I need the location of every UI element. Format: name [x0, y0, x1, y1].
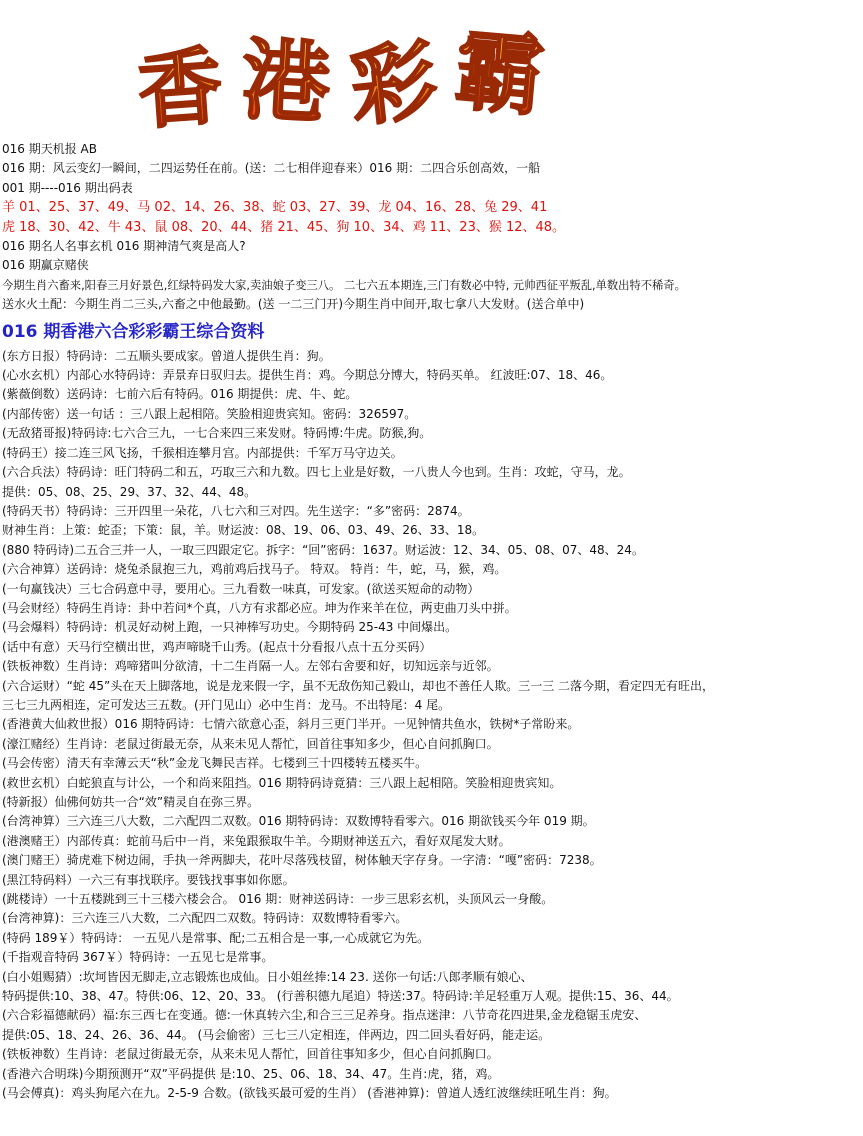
tip-line: (澳门赌王）骑虎难下树边闹，手执一斧两脚夫，花叶尽落残枝留，树体触天字存身。一字清：“嘎”密码：7238。 [2, 853, 602, 868]
text-line: 001 期----016 期出码表 [2, 180, 133, 195]
document-body [2, 140, 863, 1104]
tip-line: 三七三九两相连，定可发达三五数。(开门见山）必中生肖：龙马。不出特尾：4 尾。 [2, 697, 451, 712]
tip-line: 提供:05、18、24、26、36、44。 (马会偷密）三七三八定相连，伴两边，四二回头看好码，能走运。 [2, 1027, 551, 1042]
tip-line: (六合彩福德献码）福:东三西七在变通。德:一休真转六尘,和合三三足养身。指点迷津：八节奇花四进果,金龙稳锯玉虎安、 [2, 1008, 647, 1023]
tip-line: (六合运财）“蛇 45”头在天上脚落地，说是龙来假一字，虽不无敌伤知己毅山，却也不善任人欺。三一三 二落今期，看定四无有旺出， [2, 678, 715, 693]
tip-line: (铁板神数）生肖诗：老鼠过街最无奈，从来未见人帮忙，回首往事知多少，但心自问抓胸口。 [2, 1047, 499, 1062]
text-line: 016 期天机报 AB [2, 142, 97, 156]
section-title: 016 期香港六合彩彩霸王综合资料 [2, 321, 265, 342]
tip-line: (台湾神算)：三六连三八大数，二六配四二双数。特码诗：双数博特看零六。 [2, 911, 408, 926]
tip-line: (马会傅真)：鸡头狗尾六在九。2-5-9 合数。(欲钱买最可爱的生肖） (香港神算)：曾道人透红波继续旺吼生肖：狗。 [2, 1086, 617, 1101]
tip-line: (内部传密）送一句话 ：三八跟上起相陪。笑脸相迎贵宾知。密码：326597。 [2, 406, 417, 421]
tip-line: (濠江赌经）生肖诗：老鼠过街最无奈，从来未见人帮忙，回首往事知多少，但心自问抓胸口。 [2, 736, 499, 751]
tip-line: (铁板神数）生肖诗：鸡啼猪叫分欲清，十二生肖隔一人。左邻右舍要和好，切知远亲与近邻。 [2, 659, 499, 674]
text-line: 016 期名人名事玄机 016 期神清气爽是高人? [2, 239, 246, 254]
text-line: 今期生肖六畜来,阳春三月好景色,红绿特码发大家,卖油娘子变三八。 二七六五本期连,三门有数必中特, 元帅西征平叛乱,单数出特不稀奇。 [2, 278, 686, 292]
tip-list [2, 347, 863, 1104]
tip-line: (话中有意）天马行空横出世，鸡声啼晓千山秀。(起点十分看报八点十五分买码） [2, 639, 432, 654]
tip-line: (特码天书）特码诗：三开四里一朵花，八七六和三对四。先生送字：“多”密码：2874。 [2, 503, 470, 518]
tip-line: (一句赢钱决）三七合码意中寻，要用心。三九看数一味真，可发家。(欲送买短命的动物） [2, 581, 480, 596]
tip-line: (台湾神算）三六连三八大数，二六配四二双数。016 期特码诗：双数博特看零六。016 期欲钱买今年 019 期。 [2, 814, 595, 829]
tip-line: (马会财经）特码生肖诗：卦中若问*个真，八方有求都必应。坤为作来羊在位，两吏曲刀头中拼。 [2, 600, 517, 615]
tip-line: (千指观音特码 367￥）特码诗：一五见七是常事。 [2, 950, 274, 965]
tip-line: (特新报）仙佛何妨共一合“效”精灵自在弥三界。 [2, 795, 260, 809]
tip-line: 提供：05、08、25、29、37、32、44、48。 [2, 484, 257, 499]
tip-line: (马会爆料）特码诗：机灵好动树上跑，一只神棒写功史。今期特码 25-43 中间爆出。 [2, 620, 458, 635]
tip-line: (880 特码诗)二五合三并一人，一取三四跟定它。拆字：“回”密码：1637。财运波：12、34、05、08、07、48、24。 [2, 542, 644, 557]
tip-line: (特码 189￥）特码诗： 一五见八是常事、配;二五相合是一事,一心成就它为先。 [2, 930, 430, 945]
tip-line: 特码提供:10、38、47。特供:06、12、20、33。 (行善积德九尾追）特送:37。特码诗:羊足轻重万人观。提供:15、36、44。 [2, 989, 679, 1004]
tip-line: (港澳赌王）内部传真：蛇前马后中一肖，来兔跟猴取牛羊。今期财神送五六，看好双尾发大财。 [2, 833, 511, 848]
tip-line: (六合兵法）特码诗：旺门特码二和五，巧取三六和九数。四七上业是好数，一八贵人今也到。生肖：攻蛇，守马，龙。 [2, 465, 631, 480]
tip-line: (香港六合明珠)今期预测开“双”平码提供 是:10、25、06、18、34、47。生肖:虎，猪，鸡。 [2, 1066, 500, 1081]
tip-line: (心水玄机）内部心水特码诗：弄景弃日驭归去。提供生肖：鸡。今期总分博大，特码买单。 红波旺:07、18、46。 [2, 368, 613, 383]
logo-char: 香 [134, 37, 226, 136]
tip-line: (白小姐赐猜）:坎坷皆因无脚走,立志锻炼也成仙。日小姐丝捧:14 23. 送你一句话:八郎孝顺有娘心、 [2, 969, 533, 984]
tip-line: (跳楼诗）一十五楼跳到三十三楼六楼会合。 016 期：财神送码诗：一步三思彩玄机，头顶风云一身酸。 [2, 892, 554, 907]
zodiac-number-line: 虎 18、30、42、牛 43、鼠 08、20、44、猪 21、45、狗 10、34、鸡 11、23、猴 12、48。 [2, 219, 566, 235]
text-line: 016 期赢京赌侠 [2, 258, 89, 273]
tip-line: (特码王）接二连三风飞扬，千猴相连攀月宫。内部提供：千军万马守边关。 [2, 445, 403, 460]
text-line: 016 期：风云变幻一瞬间，二四运势任在前。(送：二七相伴迎春来）016 期：二四合乐创高效，一船 [2, 161, 541, 176]
tip-line: (香港黄大仙救世报）016 期特码诗：七情六欲意心歪，斜月三更门半开。一见钟情共鱼水，铁树*子常盼来。 [2, 717, 580, 732]
logo-char: 港 [239, 28, 333, 136]
tip-line: (无敌猪哥报)特码诗:七六合三九，一七合来四三来发财。特码博:牛虎。防猴,狗。 [2, 426, 432, 441]
tip-line: (紫薇倒数）送码诗：七前六后有特码。016 期提供：虎、牛、蛇。 [2, 387, 358, 402]
zodiac-number-line: 羊 01、25、37、49、马 02、14、26、38、蛇 03、27、39、龙 04、16、28、兔 29、41 [2, 200, 548, 216]
tip-line: (六合神算）送码诗：烧兔杀鼠抱三九，鸡前鸡后找马子。 特双。 特肖：牛，蛇，马，猴，鸡。 [2, 562, 507, 577]
tip-line: (救世玄机）白蛇狼直与计公，一个和尚来阻挡。016 期特码诗竟猜：三八跟上起相陪。笑脸相迎贵宾知。 [2, 775, 562, 790]
text-line: 送水火土配：今期生肖二三头,六畜之中他最勤。(送 一二三门开)今期生肖中间开,取七拿八大发财。(送合单中) [2, 297, 585, 312]
tip-line: (东方日报）特码诗：二五顺头要成家。曾道人提供生肖：狗。 [2, 348, 331, 363]
tip-line: (黑江特码料）一六三有事找联序。要钱找事事如你愿。 [2, 872, 295, 887]
logo-char: 彩 [345, 30, 442, 136]
tip-line: 财神生肖：上策：蛇歪；下策：鼠，羊。财运波：08、19、06、03、49、26、33、18。 [2, 523, 485, 538]
logo-char: 霸 [451, 18, 548, 129]
hong-kong-lottery-logo [130, 18, 570, 136]
tip-line: (马会传密）清天有幸薄云天“秋”金龙飞舞民吉祥。七楼到三十四楼转五楼买牛。 [2, 756, 428, 771]
logo-art [130, 18, 570, 136]
